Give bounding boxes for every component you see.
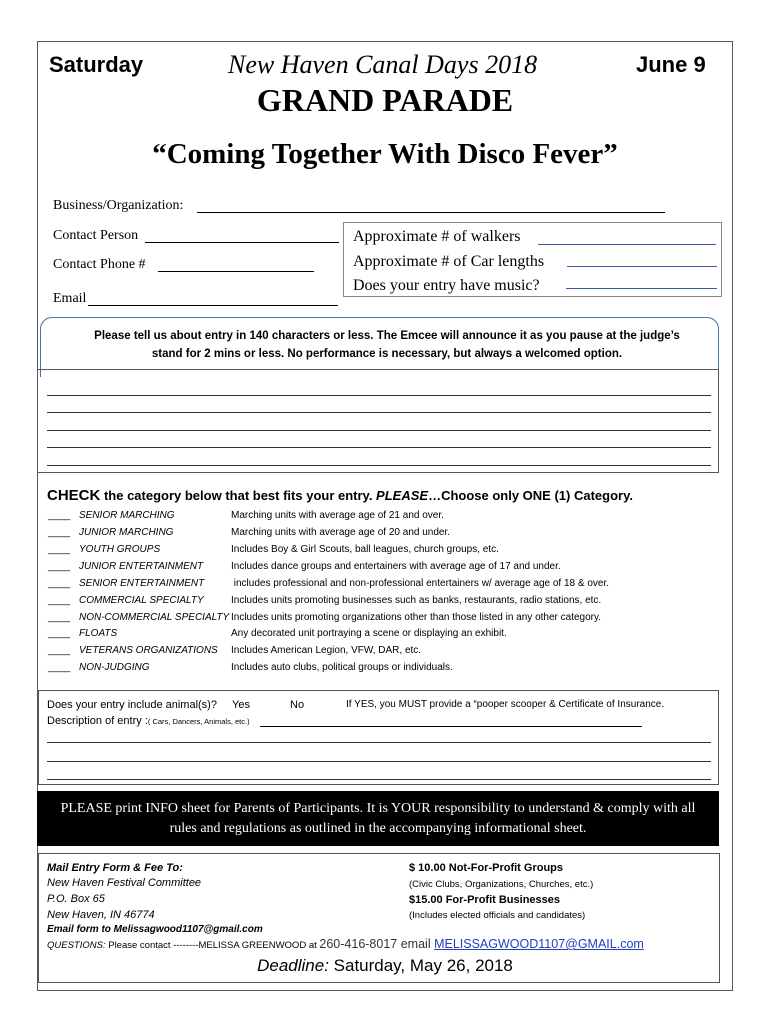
category-checkbox[interactable]: ____ <box>48 628 71 639</box>
day-label: Saturday <box>49 52 144 77</box>
category-name: JUNIOR ENTERTAINMENT <box>79 561 204 572</box>
category-checkbox[interactable]: ____ <box>48 612 71 623</box>
category-name: SENIOR ENTERTAINMENT <box>79 578 205 589</box>
category-heading-tail: …Choose only ONE (1) Category. <box>428 488 633 503</box>
car-lengths-field[interactable] <box>567 266 717 267</box>
questions-email-link[interactable]: MELISSAGWOOD1107@GMAIL.com <box>434 937 644 951</box>
animals-no-option[interactable]: No <box>290 699 305 711</box>
category-name: SENIOR MARCHING <box>79 510 175 521</box>
walkers-field[interactable] <box>538 244 716 245</box>
about-entry-area[interactable] <box>37 369 719 473</box>
description-label <box>47 715 250 727</box>
category-checkbox[interactable]: ____ <box>48 578 71 589</box>
contact-phone-field[interactable] <box>158 271 314 272</box>
music-field[interactable] <box>566 288 717 289</box>
email-form-line: Email form to Melissagwood1107@gmail.com <box>47 924 263 935</box>
category-desc: Includes units promoting organizations other than those listed in any other category. <box>231 612 602 623</box>
car-lengths-label: Approximate # of Car lengths <box>353 253 545 270</box>
category-desc: Includes units promoting businesses such as banks, restaurants, radio stations, etc. <box>231 595 602 606</box>
category-checkbox[interactable]: ____ <box>48 544 71 555</box>
questions-line <box>47 937 644 951</box>
date-label: June 9 <box>636 52 706 77</box>
event-title: New Haven Canal Days 2018 <box>228 50 538 79</box>
category-name: COMMERCIAL SPECIALTY <box>79 595 204 606</box>
email-field[interactable] <box>88 305 338 306</box>
category-name: VETERANS ORGANIZATIONS <box>79 645 218 656</box>
questions-phone: 260-416-8017 <box>319 937 398 951</box>
category-checkbox[interactable]: ____ <box>48 527 71 538</box>
contact-person-field[interactable] <box>145 242 339 243</box>
category-checkbox[interactable]: ____ <box>48 595 71 606</box>
category-heading-please: PLEASE <box>376 488 429 503</box>
about-line <box>47 447 711 448</box>
theme-title: “Coming Together With Disco Fever” <box>152 138 618 170</box>
category-desc: includes professional and non-professional entertainers w/ average age of 18 & over. <box>231 578 610 589</box>
category-desc: Includes Boy & Girl Scouts, ball leagues, church groups, etc. <box>231 544 499 555</box>
contact-person-label: Contact Person <box>53 228 139 243</box>
business-field[interactable] <box>197 212 665 213</box>
category-desc: Includes dance groups and entertainers with average age of 17 and under. <box>231 561 561 572</box>
category-desc: Includes auto clubs, political groups or individuals. <box>231 662 453 673</box>
animals-question: Does your entry include animal(s)? <box>47 699 217 711</box>
description-line <box>47 742 711 743</box>
deadline-date: Saturday, May 26, 2018 <box>328 956 513 975</box>
description-label-text: Description of entry : <box>47 715 148 727</box>
animals-requirement: If YES, you MUST provide a “pooper scooper & Certificate of Insurance. <box>346 699 665 710</box>
business-label: Business/Organization: <box>53 198 184 213</box>
description-line <box>47 779 711 780</box>
category-name: NON-JUDGING <box>79 662 150 673</box>
category-heading-check: CHECK <box>47 487 101 504</box>
email-label: Email <box>53 291 87 306</box>
category-checkbox[interactable]: ____ <box>48 510 71 521</box>
fee-nonprofit: $ 10.00 Not-For-Profit Groups <box>409 862 564 874</box>
category-desc: Any decorated unit portraying a scene or displaying an exhibit. <box>231 628 507 639</box>
fee-nonprofit-note: (Civic Clubs, Organizations, Churches, etc.) <box>409 879 594 890</box>
category-name: JUNIOR MARCHING <box>79 527 174 538</box>
mail-line1: New Haven Festival Committee <box>47 877 202 889</box>
mail-title: Mail Entry Form & Fee To: <box>47 862 183 874</box>
about-line <box>47 430 711 431</box>
deadline-line <box>0 956 770 976</box>
deadline-label: Deadline: <box>257 956 329 975</box>
category-checkbox[interactable]: ____ <box>48 645 71 656</box>
page-title: GRAND PARADE <box>256 82 514 118</box>
description-field[interactable] <box>260 726 642 727</box>
about-instructions: Please tell us about entry in 140 characters or less. The Emcee will announce it as you pause at the judge’s stand for 2 mins or less. No performance is necessary, but always a welcomed option. <box>94 330 680 360</box>
description-hint: ( Cars, Dancers, Animals, etc.) <box>147 717 250 726</box>
fee-forprofit-note: (Includes elected officials and candidates) <box>409 910 586 921</box>
about-line <box>47 465 711 466</box>
notice-text: PLEASE print INFO sheet for Parents of Participants. It is YOUR responsibility to understand & comply with all rules and regulations as outlined in the accompanying informational sheet. <box>60 801 696 836</box>
category-desc: Includes American Legion, VFW, DAR, etc. <box>231 645 422 656</box>
category-checkbox[interactable]: ____ <box>48 662 71 673</box>
contact-phone-label: Contact Phone # <box>53 257 146 272</box>
category-name: FLOATS <box>79 628 118 639</box>
mail-line3: New Haven, IN 46774 <box>47 909 155 921</box>
questions-email-word: email <box>397 937 435 951</box>
category-desc: Marching units with average age of 21 and over. <box>231 510 444 521</box>
about-line <box>47 395 711 396</box>
music-label: Does your entry have music? <box>353 277 540 294</box>
questions-label: QUESTIONS: <box>47 940 106 951</box>
category-desc: Marching units with average age of 20 and under. <box>231 527 451 538</box>
category-name: NON-COMMERCIAL SPECIALTY <box>79 612 230 623</box>
category-heading <box>47 487 633 504</box>
questions-text: Please contact --------MELISSA GREENWOOD at <box>105 940 320 951</box>
category-heading-main: the category below that best fits your entry. <box>100 488 377 503</box>
animals-yes-option[interactable]: Yes <box>232 699 250 711</box>
category-name: YOUTH GROUPS <box>79 544 161 555</box>
fee-forprofit: $15.00 For-Profit Businesses <box>409 894 561 906</box>
mail-line2: P.O. Box 65 <box>47 893 105 905</box>
category-checkbox[interactable]: ____ <box>48 561 71 572</box>
walkers-label: Approximate # of walkers <box>353 228 521 245</box>
about-line <box>47 412 711 413</box>
description-line <box>47 761 711 762</box>
